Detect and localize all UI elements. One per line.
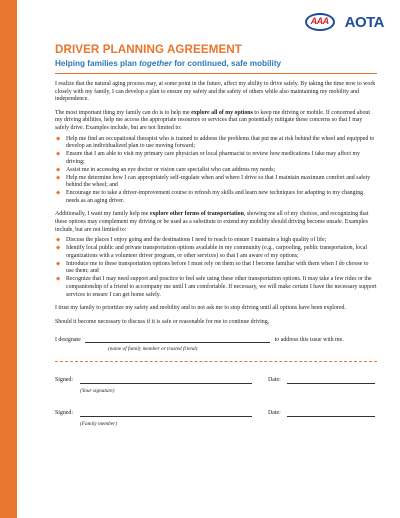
family-date-field[interactable] <box>287 410 375 417</box>
subtitle-prefix: Helping families plan <box>55 59 140 68</box>
options-paragraph <box>55 110 377 133</box>
discuss-paragraph: Should it become necessary to discuss if it is safe or reasonable for me to continue driving, <box>55 318 270 325</box>
list-item <box>55 237 377 245</box>
transport-paragraph <box>55 211 377 234</box>
your-signature-field[interactable] <box>80 377 252 384</box>
family-signature-field[interactable] <box>80 410 252 417</box>
diamond-bullet-icon: ◆ <box>56 151 61 158</box>
list-item-text: Help me find an occupational therapist who is trained to address the problems that put me at risk behind the wheel and equipped to develop an individualized plan to use moving forward; <box>66 135 375 150</box>
signed-label: Signed: <box>55 410 73 417</box>
header-logos <box>305 12 384 32</box>
list-item <box>55 167 377 175</box>
title-divider <box>55 73 377 74</box>
diamond-bullet-icon: ◆ <box>56 190 61 197</box>
list-item-text: Ensure that I am able to visit my primary care physician or local pharmacist to review how medications I take may affect my driving; <box>66 151 360 165</box>
list-item-text: Assist me in accessing an eye doctor or vision care specialist who can address my needs; <box>66 166 276 173</box>
list-item <box>55 190 377 205</box>
document-body <box>55 43 377 440</box>
list-item <box>55 136 377 151</box>
list-item-text: Help me determine how I can appropriately self-regulate when and where I drive so that I maintain maximum comfort and safety behind the wheel; and <box>66 174 371 189</box>
diamond-bullet-icon: ◆ <box>56 245 61 252</box>
list-item-text: Introduce me to these transportation options before I must rely on them so that I become familiar with them when I do choose to use them; and <box>66 260 369 275</box>
driving-options-list <box>55 136 377 206</box>
subtitle-suffix: for continued, safe mobility <box>171 59 282 68</box>
list-item <box>55 151 377 166</box>
designate-caption: (name of family member or trusted friend) <box>108 346 198 353</box>
date-label: Date: <box>268 377 281 384</box>
signature-caption: (Your signature) <box>80 388 115 395</box>
intro-paragraph: I realize that the natural aging process may, at some point in the future, affect my ability to drive safely. By taking the time now to work closely with my family, I can develop a plan to ensure my safety and the safety of others while also maintaining my mobility and independence. <box>55 81 376 103</box>
left-accent-bar <box>0 0 17 518</box>
designee-name-field[interactable] <box>85 336 270 343</box>
page-subtitle <box>55 59 377 68</box>
aaa-logo-text: AAA <box>310 16 329 26</box>
designate-prefix: I designate <box>55 337 81 344</box>
subtitle-emphasis: together <box>139 59 172 68</box>
list-item <box>55 276 377 299</box>
page-title: DRIVER PLANNING AGREEMENT <box>55 43 242 56</box>
aota-logo: AOTA <box>344 13 384 31</box>
diamond-bullet-icon: ◆ <box>56 276 61 283</box>
options-bold: explore all of my options <box>191 109 253 116</box>
transport-bold: explore other forms of transportation <box>149 211 244 218</box>
signature-date-field[interactable] <box>287 377 375 384</box>
aaa-logo <box>305 12 335 32</box>
diamond-bullet-icon: ◆ <box>56 260 61 267</box>
date-label: Date: <box>268 410 281 417</box>
diamond-bullet-icon: ◆ <box>56 174 61 181</box>
list-item-text: Recognize that I may need support and practice to feel safe using these other transportation options. It may take a few rides or the companionship of a friend to accompany me until I am comfortable. If necessary, we will make certain I have the necessary support services to ensure I can get home safely. <box>66 276 377 298</box>
signature-block-family <box>55 410 377 440</box>
options-suffix: to keep me driving or mobile. If concerned about my driving abilities, help me access the appropriate resources or services that can potentially mitigate these concerns so that I may safely drive. Examples include, but are not limited to: <box>55 109 370 131</box>
list-item-text: Discuss the places I enjoy going and the destinations I need to reach to ensure I maintain a high quality of life; <box>66 237 327 244</box>
diamond-bullet-icon: ◆ <box>56 237 61 244</box>
designate-row <box>55 336 377 343</box>
list-item <box>55 175 377 190</box>
transport-prefix: Additionally, I want my family help me <box>55 211 150 218</box>
options-prefix: The most important thing my family can do is to help me <box>55 109 192 116</box>
designate-line <box>55 336 377 358</box>
signature-divider <box>55 361 377 362</box>
transport-options-list <box>55 237 377 299</box>
family-caption: (Family member) <box>80 421 117 428</box>
designate-suffix: to address this issue with me. <box>274 337 344 344</box>
diamond-bullet-icon: ◆ <box>56 135 61 142</box>
signed-label: Signed: <box>55 377 73 384</box>
list-item-text: Encourage me to take a driver-improvement course to refresh my skills and learn new techniques for adapting to my changing needs as an aging driver. <box>66 190 364 204</box>
transport-suffix: , showing me all of my choices, and recognizing that these options may complement my driving or be used as a substitute to extend my mobility should driving become unsafe. Examples include, but are not limited to: <box>55 211 369 233</box>
diamond-bullet-icon: ◆ <box>56 166 61 173</box>
signature-block-self <box>55 377 377 407</box>
trust-paragraph: I trust my family to prioritize my safety and mobility and to not ask me to stop driving until all options have been explored. <box>55 305 346 312</box>
list-item <box>55 245 377 260</box>
list-item <box>55 261 377 276</box>
list-item-text: Identify local public and private transportation options available in my community (e.g., carpooling, public transportation, local organizations with a volunteer driver program, or other services) so that I am aware of my options; <box>66 245 367 259</box>
